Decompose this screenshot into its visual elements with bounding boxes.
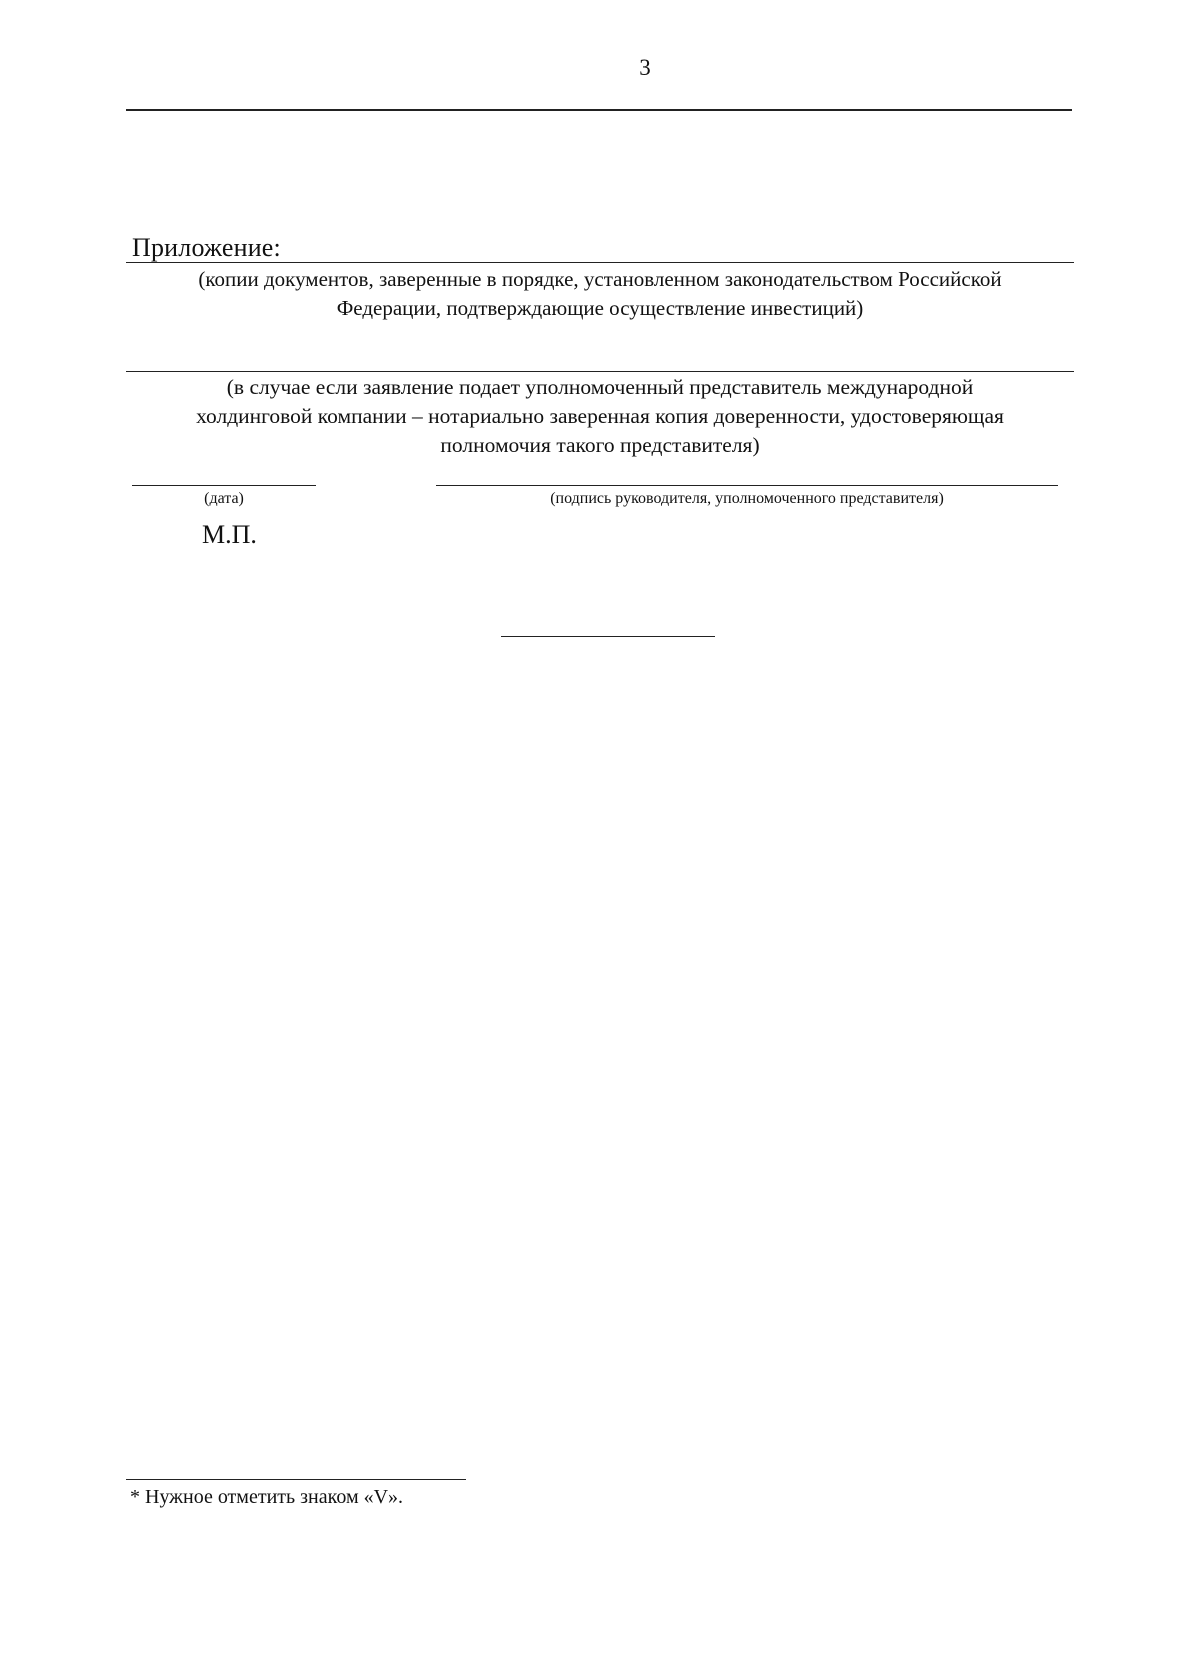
- header-rule: [126, 109, 1072, 111]
- date-caption: (дата): [204, 490, 244, 507]
- appendix-label: Приложение:: [132, 233, 281, 262]
- proxy-caption-line: полномочия такого представителя): [440, 433, 760, 457]
- appendix-proxy-field: [126, 371, 1074, 372]
- end-of-document-rule: [501, 636, 715, 637]
- date-field: [132, 485, 316, 486]
- stamp-label: М.П.: [202, 520, 257, 549]
- footnote: * Нужное отметить знаком «V».: [130, 1486, 404, 1508]
- documents-caption: [126, 265, 1074, 323]
- documents-caption-line: Федерации, подтверждающие осуществление инвестиций): [336, 296, 864, 320]
- signature-field: [436, 485, 1058, 486]
- appendix-documents-field: [126, 262, 1074, 263]
- proxy-caption-line: (в случае если заявление подает уполномоченный представитель международной: [226, 375, 974, 399]
- documents-caption-line: (копии документов, заверенные в порядке, установленном законодательством Российской: [198, 267, 1002, 291]
- proxy-caption: [126, 373, 1074, 460]
- page-number: 3: [639, 55, 651, 80]
- footnote-separator: [126, 1479, 466, 1480]
- proxy-caption-line: холдинговой компании – нотариально заверенная копия доверенности, удостоверяющая: [196, 404, 1004, 428]
- signature-caption: (подпись руководителя, уполномоченного представителя): [550, 490, 944, 507]
